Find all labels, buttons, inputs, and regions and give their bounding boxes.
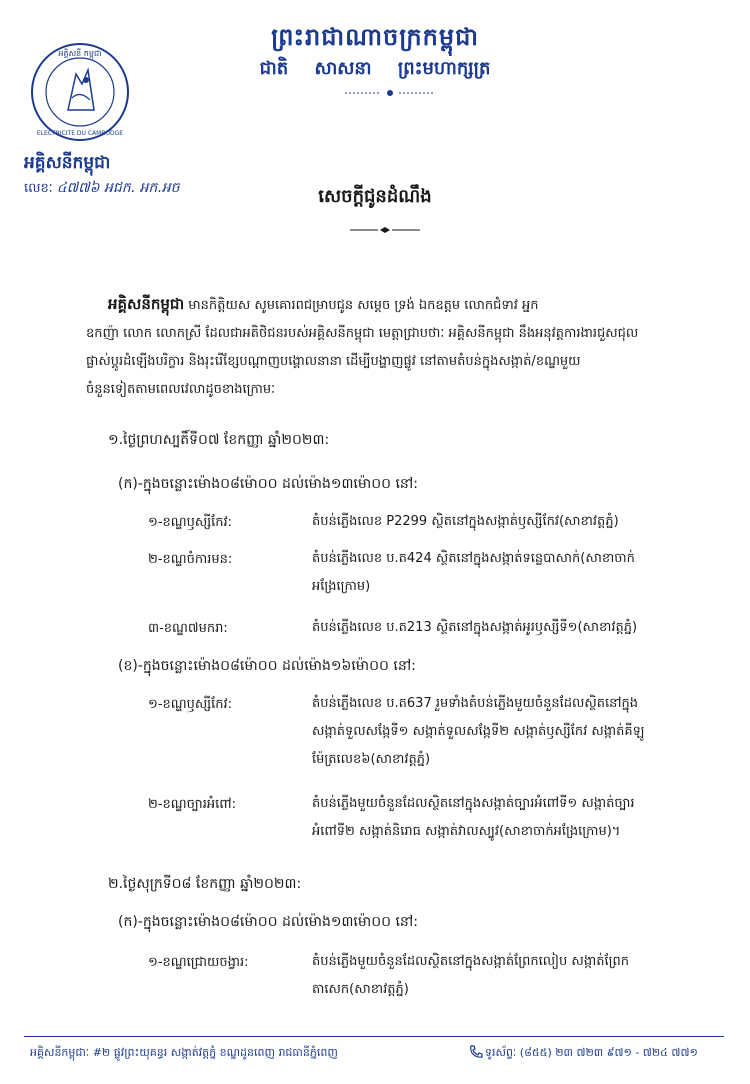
district-label: ១-ខណ្ឌជ្រោយចង្វារ: (148, 955, 249, 970)
footer-address: អគ្គិសនីកម្ពុជាៈ #២ ផ្លូវព្រះយុគន្ធរ សង្កាត់វត្តភ្នំ ខណ្ឌដូនពេញ រាជធានីភ្នំពេញ (30, 1046, 338, 1059)
time-slot-day1-b: (ខ)-ក្នុងចន្លោះម៉ោង០៨ម៉ោ០០ ដល់ម៉ោង១៦ម៉ោ០០ នៅ: (118, 658, 416, 674)
time-slot-day2-a: (ក)-ក្នុងចន្លោះម៉ោង០៨ម៉ោ០០ ដល់ម៉ោង១៣ម៉ោ០០ នៅ: (118, 914, 418, 930)
description-line: តំបន់ភ្លើងលេខ P2299 ស្ថិតនៅក្នុងសង្កាត់ឫស្សីកែវ(សាខាវត្តភ្នំ) (312, 514, 619, 529)
time-slot-day1-a: (ក)-ក្នុងចន្លោះម៉ោង០៨ម៉ោ០០ ដល់ម៉ោង១៣ម៉ោ០០ នៅ: (118, 476, 418, 492)
footer-phone: ទូរស័ព្ទៈ (៨៥៥) ២៣ ៧២៣ ៩៧១ - ៧២៤ ៧៧១ (485, 1046, 698, 1059)
seal-text-bottom: ELECTRICITE DU CAMBODGE (36, 130, 124, 137)
area-description (312, 948, 732, 1004)
district-label: ១-ខណ្ឌឫស្សីកែវ: (148, 515, 233, 530)
footer-divider (24, 1036, 724, 1037)
schedule-day-1: ១.ថ្ងៃព្រហស្បតិ៍ទី០៧ ខែកញ្ញា ឆ្នាំ២០២៣: (108, 432, 330, 448)
area-description (312, 545, 732, 601)
motto-religion: សាសនា (314, 58, 372, 79)
organization-seal (28, 40, 132, 144)
area-description (312, 508, 732, 536)
description-line: តាសេក(សាខាវត្តភ្នំ) (312, 982, 409, 997)
schedule-day-2: ២.ថ្ងៃសុក្រទី០៨ ខែកញ្ញា ឆ្នាំ២០២៣: (108, 876, 302, 892)
seal-text-top: អគ្គិសនី កម្ពុជា (58, 49, 102, 58)
district-label: ២-ខណ្ឌច្បារអំពៅ: (148, 797, 236, 812)
document-title: សេចក្តីជូនដំណឹង (318, 186, 432, 207)
intro-line-text: មានកិត្តិយស សូមគោរពជម្រាបជូន សម្តេច ទ្រង់ ឯកឧត្តម លោកជំទាវ អ្នក (184, 298, 539, 313)
kingdom-title: ព្រះរាជាណាចក្រកម្ពុជា (271, 23, 479, 51)
description-line: តំបន់ភ្លើងមួយចំនួនដែលស្ថិតនៅក្នុងសង្កាត់ច្បារអំពៅទី១ សង្កាត់ច្បារ (312, 796, 635, 811)
reference-value: ៤៧៧៦ អជក. អក.អច (56, 180, 180, 196)
area-description (312, 690, 732, 774)
reference-label: លេខៈ (24, 181, 53, 196)
description-line: តំបន់ភ្លើងលេខ ប.ត637 រួមទាំងតំបន់ភ្លើងមួយចំនួនដែលស្ថិតនៅក្នុង (312, 696, 639, 711)
intro-line: ចំនួនទៀតតាមពេលវេលាដូចខាងក្រោមៈ (86, 382, 276, 397)
description-line: អង្រែក្រោម) (312, 579, 371, 594)
description-line: សង្កាត់ទួលសង្កែទី១ សង្កាត់ទួលសង្កែទី២ សង្កាត់ឫស្សីកែវ សង្កាត់គីឡូ (312, 724, 645, 739)
description-line: តំបន់ភ្លើងមួយចំនួនដែលស្ថិតនៅក្នុងសង្កាត់ព្រែកលៀប សង្កាត់ព្រែក (312, 954, 629, 969)
phone-icon (468, 1044, 484, 1060)
area-description (312, 614, 732, 642)
motto-nation: ជាតិ (259, 58, 289, 79)
district-label: ២-ខណ្ឌចំការមន: (148, 552, 233, 567)
description-line: តំបន់ភ្លើងលេខ ប.ត424 ស្ថិតនៅក្នុងសង្កាត់ទន្លេបាសាក់(សាខាចាក់ (312, 551, 635, 566)
intro-line (108, 290, 728, 320)
intro-line: ផ្លាស់ប្តូរដំឡើងបរិក្ខារ និងរុះរើខ្សែបណ្តាញបង្គោលនានា ដើម្បីបង្ហាញផ្លូវ នៅតាមតំបន់ក្នុងសង្កាត់/ខណ្ឌមួយ (86, 354, 581, 369)
description-line: ម៉ែត្រលេខ៦(សាខាវត្តភ្នំ) (312, 752, 431, 767)
intro-lead: អគ្គិសនីកម្ពុជា (108, 295, 185, 313)
district-label: ១-ខណ្ឌឫស្សីកែវ: (148, 697, 233, 712)
description-line: តំបន់ភ្លើងលេខ ប.ត213 ស្ថិតនៅក្នុងសង្កាត់អូរឫស្សីទី១(សាខាវត្តភ្នំ) (312, 620, 638, 635)
header-ornament (345, 88, 435, 98)
intro-line: ឧកញ៉ា លោក លោកស្រី ដែលជាអតិថិជនរបស់អគ្គិសនីកម្ពុជា មេត្តាជ្រាបថាៈ អគ្គិសនីកម្ពុជា នឹងអនុវត្តការងារជួសជុល (86, 326, 639, 341)
organization-name: អគ្គិសនីកម្ពុជា (24, 153, 111, 173)
intro-paragraph (86, 290, 728, 404)
description-line: អំពៅទី២ សង្កាត់និរោធ សង្កាត់វាលស្បូវ(សាខាចាក់អង្រែក្រោម)។ (312, 824, 621, 839)
district-label: ៣-ខណ្ឌ៧មករា: (148, 621, 228, 636)
title-ornament (350, 226, 420, 234)
motto-king: ព្រះមហាក្សត្រ (397, 58, 491, 79)
area-description (312, 790, 732, 846)
